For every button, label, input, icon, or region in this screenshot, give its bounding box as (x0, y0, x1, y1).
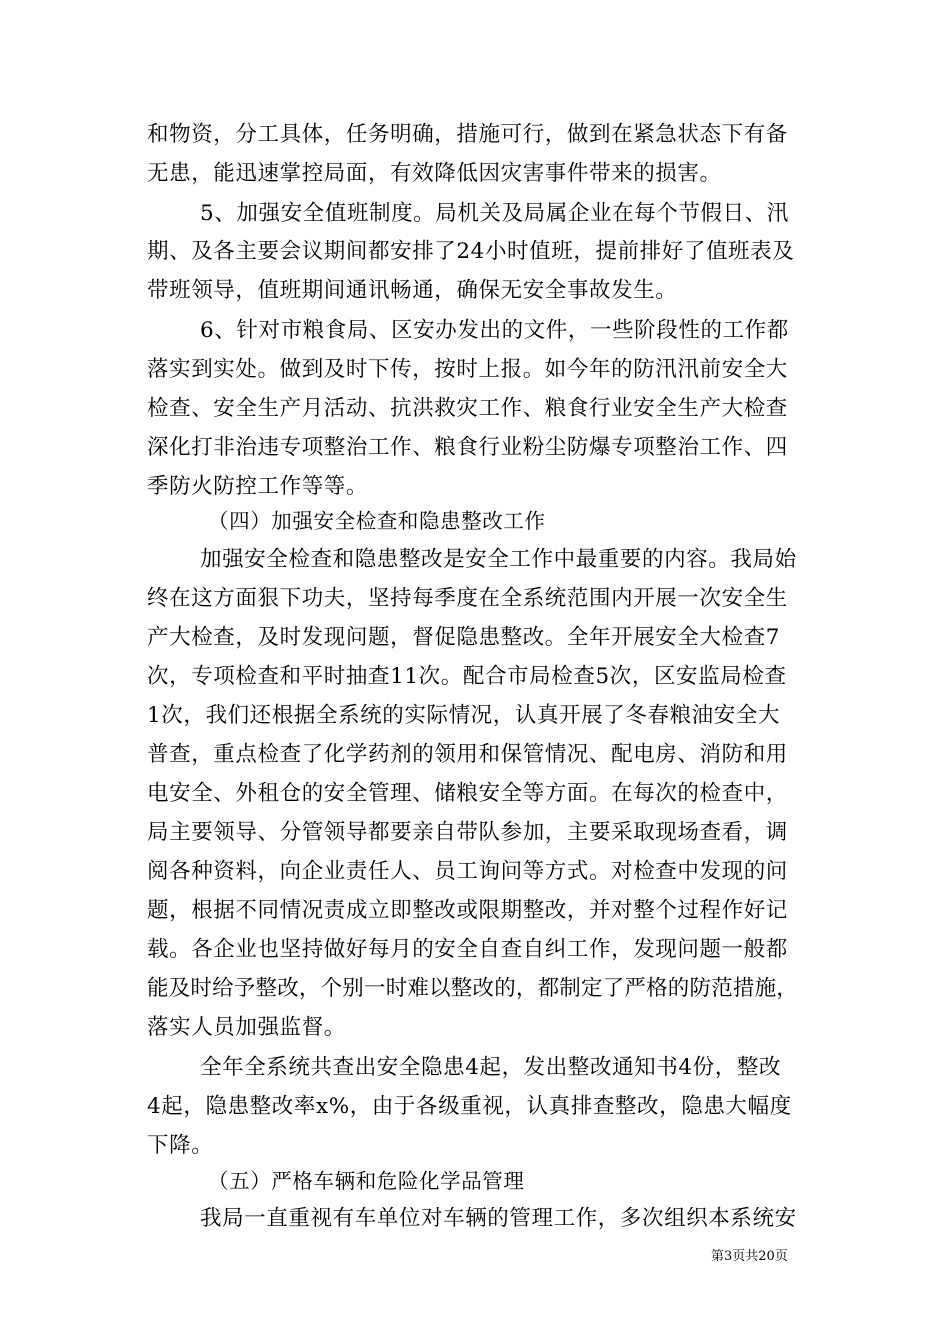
paragraph-first-line: 5、加强安全值班制度。局机关及局属企业在每个节假日、汛 (200, 201, 789, 226)
body-text-line: 季防火防控工作等等。 (147, 474, 369, 499)
body-text-line: 普查，重点检查了化学药剂的领用和保管情况、配电房、消防和用 (147, 742, 788, 767)
body-text-line: 检查、安全生产月活动、抗洪救灾工作、粮食行业安全生产大检查 (147, 396, 788, 421)
body-text-line: 电安全、外租仓的安全管理、储粮安全等方面。在每次的检查中， (147, 781, 788, 806)
body-text-line: 和物资，分工具体，任务明确，措施可行，做到在紧急状态下有备 (147, 122, 788, 147)
body-text-line: 无患，能迅速掌控局面，有效降低因灾害事件带来的损害。 (147, 161, 722, 186)
body-text-line: 落实人员加强监督。 (147, 1015, 346, 1040)
body-text-line: 题，根据不同情况责成立即整改或限期整改，并对整个过程作好记 (147, 898, 788, 923)
body-text-line: 终在这方面狠下功夫，坚持每季度在全系统范围内开展一次安全生 (147, 586, 788, 611)
page-number: 第3页共20页 (711, 1249, 788, 1264)
paragraph-first-line: 我局一直重视有车单位对车辆的管理工作，多次组织本系统安 (200, 1206, 797, 1231)
body-text-line: 阅各种资料，向企业责任人、员工询问等方式。对检查中发现的问 (147, 859, 788, 884)
body-text-line: 能及时给予整改，个别一时难以整改的，都制定了严格的防范措施， (147, 976, 799, 1001)
body-text-line: 载。各企业也坚持做好每月的安全自查自纠工作，发现问题一般都 (147, 937, 788, 962)
body-text-line: 带班领导，值班期间通讯畅通，确保无安全事故发生。 (147, 278, 678, 303)
body-text-line: 产大检查，及时发现问题，督促隐患整改。全年开展安全大检查7 (147, 625, 781, 650)
body-text-line: 下降。 (147, 1133, 214, 1158)
paragraph-first-line: 全年全系统共查出安全隐患4起，发出整改通知书4份，整改 (200, 1055, 782, 1080)
paragraph-first-line: 加强安全检查和隐患整改是安全工作中最重要的内容。我局始 (200, 547, 797, 572)
body-text-line: 期、及各主要会议期间都安排了24小时值班，提前排好了值班表及 (147, 239, 795, 264)
body-text-line: 1次，我们还根据全系统的实际情况，认真开展了冬春粮油安全大 (147, 703, 781, 728)
body-text-line: 深化打非治违专项整治工作、粮食行业粉尘防爆专项整治工作、四 (147, 435, 788, 460)
section-heading: （五）严格车辆和危险化学品管理 (208, 1169, 525, 1193)
body-text-line: 次，专项检查和平时抽查11次。配合市局检查5次，区安监局检查 (147, 664, 787, 689)
section-heading: （四）加强安全检查和隐患整改工作 (208, 509, 546, 533)
body-text-line: 局主要领导、分管领导都要亲自带队参加，主要采取现场查看，调 (147, 820, 788, 845)
paragraph-first-line: 6、针对市粮食局、区安办发出的文件，一些阶段性的工作都 (200, 318, 789, 343)
body-text-line: 落实到实处。做到及时下传，按时上报。如今年的防汛汛前安全大 (147, 357, 788, 382)
body-text-line: 4起，隐患整改率x%，由于各级重视，认真排查整改，隐患大幅度 (147, 1094, 792, 1119)
